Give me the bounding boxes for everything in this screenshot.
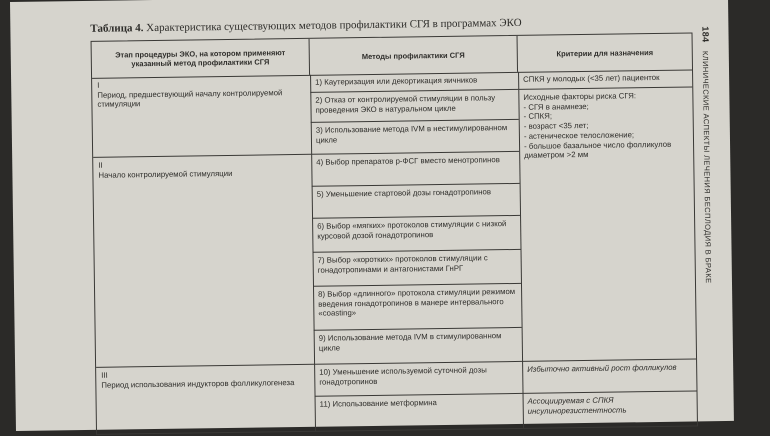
criteria-line: - СПКЯ; bbox=[523, 111, 553, 122]
criteria-line: - большое базальное число фолликулов диаметром >2 мм bbox=[523, 139, 672, 161]
stage-cell bbox=[96, 365, 315, 434]
method-cell: 5) Уменьшение стартовой дозы гонадотропинов bbox=[312, 184, 520, 219]
criteria-cell bbox=[518, 87, 696, 361]
stage-number: III bbox=[101, 370, 108, 380]
header-methods: Методы профилактики СГЯ bbox=[310, 36, 518, 75]
table-caption bbox=[90, 15, 690, 35]
criteria-cell: СПКЯ у молодых (<35 лет) пациенток bbox=[518, 69, 692, 89]
header-criteria: Критерии для назначения bbox=[556, 47, 654, 58]
method-cell: 10) Уменьшение используемой суточной дозы гонадотропинов bbox=[314, 362, 522, 397]
header-stage: Этап процедуры ЭКО, на котором применяют указанный метод профилактики СГЯ bbox=[92, 39, 310, 78]
method-cell: 1) Каутеризация или декортикация яичников bbox=[310, 72, 518, 93]
stage-text: Период, предшествующий началу контролируемой стимуляции bbox=[97, 87, 283, 110]
method-cell: 11) Использование метформина bbox=[319, 398, 437, 409]
stage-cell bbox=[92, 75, 311, 158]
method-cell: 6) Выбор «мягких» протоколов стимуляции с низкой курсовой дозой гонадотропинов bbox=[312, 216, 520, 253]
prevention-methods-table bbox=[91, 32, 698, 434]
stage-cell bbox=[93, 155, 314, 368]
table-caption-text: Характеристика существующих методов профилактики СГЯ в программах ЭКО bbox=[146, 16, 522, 35]
criteria-line: Исходные факторы риска СГЯ: bbox=[523, 91, 637, 102]
method-cell: 2) Отказ от контролируемой стимуляции в пользу проведения ЭКО в натуральном цикле bbox=[310, 90, 518, 123]
criteria-line: - астеническое телосложение; bbox=[523, 130, 635, 141]
book-page bbox=[10, 0, 734, 431]
method-cell: 4) Выбор препаратов р-ФСГ вместо менотропинов bbox=[311, 152, 519, 187]
criteria-cell: Избыточно активный рост фолликулов bbox=[522, 359, 696, 393]
criteria-cell: Ассоциируемая с СПКЯ инсулинорезистентность bbox=[527, 395, 627, 416]
running-header bbox=[696, 26, 721, 386]
method-cell: 7) Выбор «коротких» протоколов стимуляции с гонадотропинами и антагонистами ГнРГ bbox=[313, 250, 521, 287]
running-title: КЛИНИЧЕСКИЕ АСПЕКТЫ ЛЕЧЕНИЯ БЕСПЛОДИЯ В БРАКЕ bbox=[700, 50, 713, 284]
method-cell: 8) Выбор «длинного» протокола стимуляции режимом введения гонадотропинов в манере интервального «coasting» bbox=[313, 284, 522, 331]
stage-text: Период использования индукторов фолликулогенеза bbox=[101, 377, 295, 390]
method-cell: 9) Использование метода IVM в стимулированном цикле bbox=[314, 328, 522, 365]
criteria-line: - СГЯ в анамнезе; bbox=[523, 101, 589, 112]
stage-number: II bbox=[98, 160, 103, 170]
criteria-line: - возраст <35 лет; bbox=[523, 121, 589, 132]
stage-number: I bbox=[97, 80, 100, 90]
stage-text: Начало контролируемой стимуляции bbox=[98, 168, 233, 180]
method-cell: 3) Использование метода IVM в нестимулированном цикле bbox=[311, 120, 519, 155]
table-caption-label: Таблица 4. bbox=[90, 22, 144, 35]
page-number: 184 bbox=[700, 26, 711, 43]
